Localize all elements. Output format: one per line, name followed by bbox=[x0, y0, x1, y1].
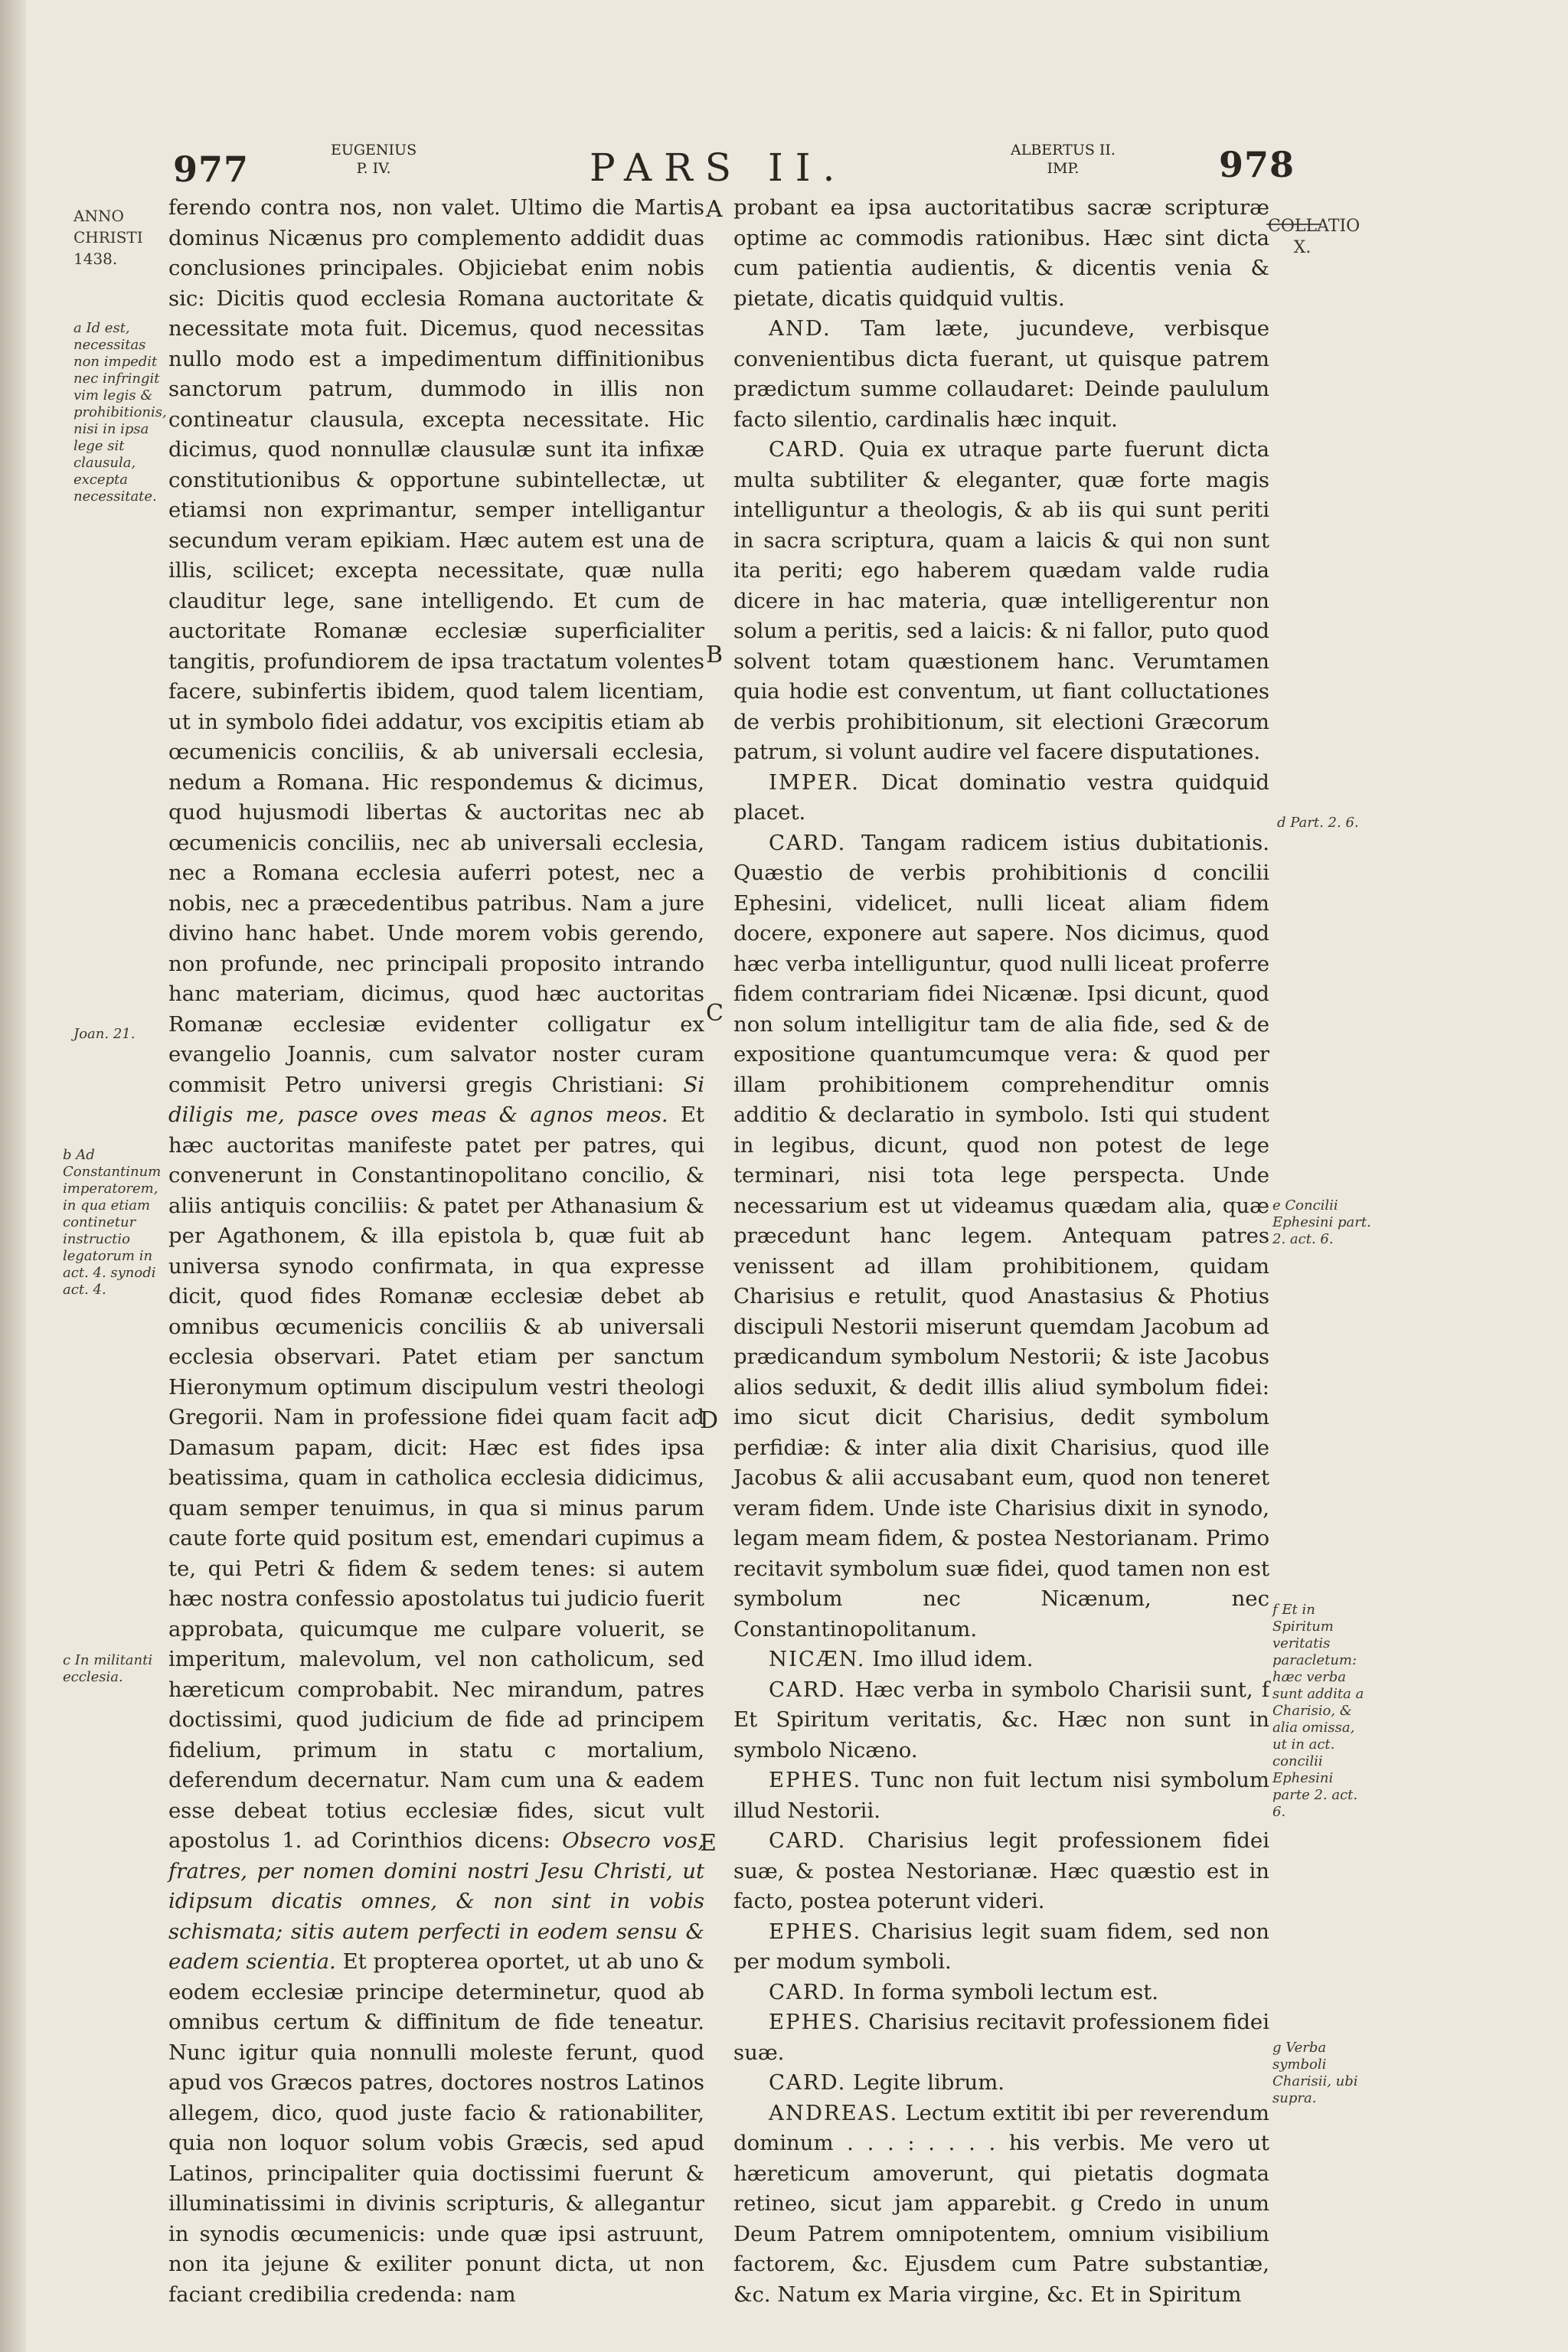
dialogue-paragraph: EPHES. Tunc non fuit lectum nisi symbolum illud Nestorii. bbox=[733, 1768, 1269, 1823]
dialogue-paragraph: probant ea ipsa auctoritatibus sacræ scripturæ optime ac commodis rationibus. Hæc sint dicta cum patientia audientis, & dicentis venia & pietate, dicatis quidquid vultis. bbox=[733, 195, 1269, 311]
section-letter-e: E bbox=[700, 1830, 717, 1857]
left-paragraph-1: ferendo contra nos, non valet. Ultimo die Martis dominus Nicænus pro complemento addidit duas conclusiones principales. Objiciebat enim nobis sic: Dicitis quod ecclesia Romana auctoritate & necessitate mota fuit. Dicemus, quod necessitas nullo modo est a impedimentum diffinitionibus sanctorum patrum, dummodo in illis non contineatur clausula, excepta necessitate. Hic dicimus, quod nonnullæ clausulæ sunt ita infixæ constitutionibus & opportune subintellectæ, ut etiamsi non exprimantur, semper intelligantur secundum veram epikiam. Hæc autem est una de illis, scilicet; excepta necessitate, quæ nulla clauditur lege, sane intelligendo. Et cum de auctoritate Romanæ ecclesiæ superficialiter tangitis, profundiorem de ipsa tractatum volentes facere, subinfertis ibidem, quod talem licentiam, ut in symbolo fidei addatur, vos excipitis etiam ab œcumenicis conciliis, & ab universali ecclesia, nedum a Romana. Hic respondemus & dicimus, quod hujusmodi libertas & auctoritas nec ab œcumenicis conciliis, nec ab universali ecclesia, nec a Romana ecclesia auferri potest, nec a nobis, nec a præcedentibus patribus. Nam a jure divino hanc habet. Unde morem vobis gerendo, non profunde, nec principali proposito intrando hanc materiam, dicimus, quod hæc auctoritas Romanæ ecclesiæ evidenter colligatur ex evangelio Joannis, cum salvator noster curam commisit Petro universi gregis Christiani: Si diligis me, pasce oves meas & agnos meos. Et hæc auctoritas manifeste patet per patres, qui convenerunt in Constantinopolitano concilio, & aliis antiquis conciliis: & patet per Athanasium & per Agathonem, & illa epistola b, quæ fuit ab universa synodo confirmata, in qua expresse dicit, quod fides Romanæ ecclesiæ debet ab omnibus œcumenicis conciliis & ab universali ecclesia observari. Patet etiam per sanctum Hieronymum optimum discipulum vestri theologi Gregorii. Nam in professione fidei quam facit ad Damasum papam, dicit: Hæc est fides ipsa beatissima, quam in catholica ecclesia didicimus, quam semper tenuimus, in qua si minus parum caute forte quid positum est, emendari cupimus a te, qui Petri & fidem & sedem tenes: si autem hæc nostra confessio apostolatus tui judicio fuerit approbata, quicumque me culpare voluerit, se imperitum, malevolum, vel non catholicum, sed hæreticum comprobabit. Nec mirandum, patres doctissimi, quod judicium de fide ad principem fidelium, primum in statu c mortalium, deferendum decernatur. Nam cum una & eadem esse debeat totius ecclesiæ fides, sicut vult apostolus 1. ad Corinthios dicens: Obsecro vos, fratres, per nomen domini nostri Jesu Christi, ut idipsum dicatis omnes, & non sint in vobis schismata; sitis autem perfecti in eodem sensu & eadem scientia. Et propterea oportet, ut ab uno & eodem ecclesiæ principe determinetur, quod ab omnibus certum & diffinitum de fide teneatur. Nunc igitur quia nonnulli moleste ferunt, quod apud vos Græcos patres, doctores nostros Latinos allegem, dico, quod juste facio & rationabiliter, quia non loquor solum vobis Græcis, sed apud Latinos, principaliter quia doctissimi fuerunt & illuminatissimi in divinis scripturis, & allegantur in synodis œcumenicis: unde quæ ipsi astruunt, non ita jejune & exiliter ponunt dicta, ut non faciant credibilia credenda: nam bbox=[168, 195, 705, 2307]
section-letter-b: B bbox=[706, 642, 724, 668]
running-header bbox=[0, 138, 1568, 199]
page-number-right: 978 bbox=[1219, 144, 1295, 185]
speaker-label: EPHES. bbox=[769, 1919, 862, 1944]
speaker-label: ANDREAS. bbox=[769, 2100, 899, 2125]
dialogue-paragraph: EPHES. Charisius legit suam fidem, sed non per modum symboli. bbox=[733, 1919, 1269, 1974]
running-head-right: ALBERTUS II. IMP. bbox=[1011, 142, 1116, 177]
previous-page-edge bbox=[0, 0, 26, 2352]
left-text-column bbox=[168, 193, 704, 2310]
margin-note-a: a Id est, necessitas non impedit nec infringit vim legis & prohibitionis, nisi in ipsa lege sit clausula, excepta necessitate. bbox=[74, 320, 167, 505]
dialogue-paragraph: IMPER. Dicat dominatio vestra quidquid placet. bbox=[733, 769, 1269, 825]
section-letter-c: C bbox=[706, 1000, 724, 1027]
speaker-label: IMPER. bbox=[769, 769, 861, 795]
speaker-label: AND. bbox=[769, 316, 831, 341]
dialogue-paragraph: CARD. In forma symboli lectum est. bbox=[769, 1979, 1159, 2004]
dialogue-paragraph: EPHES. Charisius recitavit professionem fidei suæ. bbox=[733, 2010, 1269, 2065]
dialogue-paragraph: CARD. Hæc verba in symbolo Charisii sunt, f Et Spiritum veritatis, &c. Hæc non sunt in symbolo Nicæno. bbox=[733, 1677, 1269, 1762]
page-title: PARS II. bbox=[590, 145, 848, 190]
margin-note-c: c In militanti ecclesia. bbox=[63, 1652, 153, 1685]
speaker-label: EPHES. bbox=[769, 2010, 862, 2034]
margin-note-b: b Ad Constantinum imperatorem, in qua etiam continetur instructio legatorum in act. 4. synodi act. 4. bbox=[63, 1147, 162, 1298]
margin-year: ANNO CHRISTI 1438. bbox=[74, 207, 143, 268]
dialogue-paragraph: CARD. Legite librum. bbox=[769, 2070, 1005, 2095]
dialogue-paragraph: CARD. Charisius legit professionem fidei suæ, & postea Nestorianæ. Hæc quæstio est in facto, postea poterunt videri. bbox=[733, 1828, 1269, 1913]
section-letter-a: A bbox=[706, 196, 723, 223]
dialogue-paragraph: AND. Tam læte, jucundeve, verbisque convenientibus dicta fuerant, ut quisque patrem prædictum summe collaudaret: Deinde paululum facto silentio, cardinalis hæc inquit. bbox=[733, 316, 1269, 432]
margin-note-d: d Part. 2. 6. bbox=[1277, 815, 1359, 831]
right-text-column bbox=[733, 193, 1269, 2310]
speaker-label: CARD. bbox=[769, 1677, 847, 1702]
margin-note-e: e Concilii Ephesini part. 2. act. 6. bbox=[1272, 1197, 1371, 1247]
scripture-quote-corinthians: Obsecro vos, fratres, per nomen domini nostri Jesu Christi, ut idipsum dicatis omnes, & non sint in vobis schismata; sitis autem perfecti in eodem sensu & eadem scientia. bbox=[168, 1828, 704, 1974]
dialogue-paragraph: CARD. Tangam radicem istius dubitationis. Quæstio de verbis prohibitionis d concilii Ephesini, videlicet, nulli liceat aliam fidem docere, exponere aut sapere. Nos dicimus, quod hæc verba intelliguntur, quod nulli liceat proferre fidem contrariam fidei Nicænæ. Ipsi dicunt, quod non solum intelligitur tam de alia fide, sed & de expositione quantumcumque vera: & quod per illam prohibitionem comprehenditur omnis additio & declaratio in symbolo. Isti qui student in legibus, dicunt, quod non potest de lege terminari, nisi tota lege perspecta. Unde necessarium est ut videamus quædam alia, quæ præcedunt hanc legem. Antequam patres venissent ad illam prohibitionem, quidam Charisius e retulit, quod Anastasius & Photius discipuli Nestorii miserunt quemdam Jacobum ad prædicandum symbolum Nestorii; & iste Jacobus alios seduxit, & dedit illis aliud symbolum fidei: imo sicut dicit Charisius, dedit symbolum perfidiæ: & inter alia dixit Charisius, quod ille Jacobus & alii accusabant eum, quod non teneret veram fidem. Unde iste Charisius dixit in synodo, legam meam fidem, & postea Nestorianam. Primo recitavit symbolum suæ fidei, quod tamen non est symbolum nec Nicænum, nec Constantinopolitanum. bbox=[733, 830, 1269, 1642]
speaker-label: NICÆN. bbox=[769, 1647, 866, 1671]
scripture-quote-john: Si diligis me, pasce oves meas & agnos meos. bbox=[168, 1072, 704, 1127]
margin-collatio: COLLATIO X. bbox=[1268, 217, 1361, 257]
margin-note-f: f Et in Spiritum veritatis paracletum: hæc verba sunt addita a Charisio, & alia omissa, ut in act. concilii Ephesini parte 2. act. 6. bbox=[1272, 1602, 1364, 1820]
dialogue-paragraph: NICÆN. Imo illud idem. bbox=[769, 1647, 1034, 1671]
speaker-label: CARD. bbox=[769, 1979, 847, 2004]
page-number-left: 977 bbox=[173, 149, 250, 190]
running-head-left: EUGENIUS P. IV. bbox=[331, 142, 417, 177]
margin-note-joan: Joan. 21. bbox=[74, 1026, 136, 1042]
speaker-label: EPHES. bbox=[769, 1768, 862, 1792]
speaker-label: CARD. bbox=[769, 437, 847, 462]
dialogue-paragraph: CARD. Quia ex utraque parte fuerunt dicta multa subtiliter & eleganter, quæ forte magis intelliguntur a theologis, & ab iis qui sunt periti in sacra scriptura, quam a laicis & qui non sunt ita periti; ego haberem quædam valde rudia dicere in hac materia, quæ intelligerentur non solum a peritis, sed a laicis: & ni fallor, puto quod solvent totam quæstionem hanc. Verumtamen quia hodie est conventum, ut fiant colluctationes de verbis prohibitionum, sit electioni Græcorum patrum, si volunt audire vel facere disputationes. bbox=[733, 437, 1269, 764]
speaker-label: CARD. bbox=[769, 830, 847, 855]
section-letter-d: D bbox=[700, 1407, 719, 1434]
margin-note-g: g Verba symboli Charisii, ubi supra. bbox=[1272, 2040, 1358, 2106]
speaker-label: CARD. bbox=[769, 2070, 847, 2095]
dialogue-paragraph: ANDREAS. Lectum extitit ibi per reverendum dominum . . . : . . . . his verbis. Me vero ut hæreticum amoverunt, qui pietatis dogmata retineo, sicut jam apparebit. g Credo in unum Deum Patrem omnipotentem, omnium visibilium factorem, &c. Ejusdem cum Patre substantiæ, &c. Natum ex Maria virgine, &c. Et in Spiritum bbox=[733, 2100, 1269, 2307]
speaker-label: CARD. bbox=[769, 1828, 847, 1853]
